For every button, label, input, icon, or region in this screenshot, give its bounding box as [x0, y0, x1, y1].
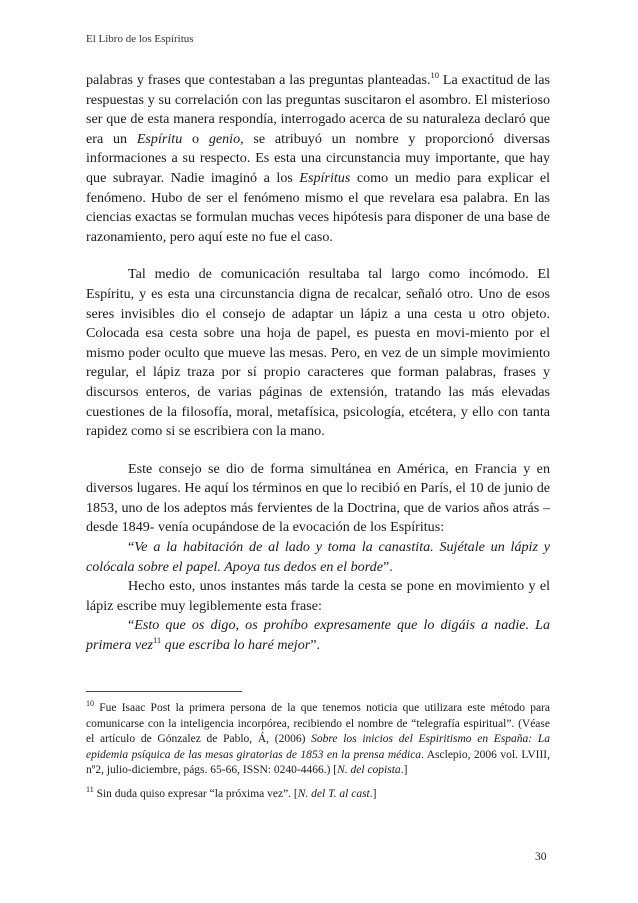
quote-1: “Ve a la habitación de al lado y toma la canastita. Sujétale un lápiz y colócala sobre el papel. Apoya tus dedos en el borde”.: [86, 539, 550, 575]
footnote-ref-11[interactable]: 11: [152, 635, 162, 646]
paragraph-1: palabras y frases que contestaban a las preguntas planteadas.$^{10}$ La exactitud de las respuestas y su correlación con las preguntas suscitaron el asombro. El misterioso ser que de esta manera respondía, interrogado acerca de su naturaleza declaró que era un Espíritu o genio, se atribuyó un nombre y proporcionó diversas informaciones a su respecto. Es esta una circunstancia muy importante, que hay que subrayar. Nadie imaginó a los Espíritus como un medio para explicar el fenómeno. Hubo de ser el fenómeno mismo el que revelara esa palabra. En las ciencias exactas se formulan muchas veces hipótesis para disponer de una base de razonamiento, pero aquí este no fue el caso.: [86, 70, 550, 245]
body-text: [86, 71, 550, 656]
term-espiritu: Espíritu: [136, 130, 183, 147]
paragraph-3: Este consejo se dio de forma simultánea en América, en Francia y en diversos lugares. He aquí los términos en que lo recibió en París, el 10 de junio de 1853, uno de los adeptos más fervientes de la Doctrina, que de varios años atrás –desde 1849- venía ocupándose de la evocación de los Espíritus:: [86, 460, 550, 536]
term-genio: genio: [208, 130, 241, 147]
paragraph-2: Tal medio de comunicación resultaba tal largo como incómodo. El Espíritu, y es esta una circunstancia digna de recalcar, señaló otro. Uno de esos seres invisibles dio el consejo de adaptar un lápiz a una cesta u otro objeto. Colocada esa cesta sobre una hoja de papel, es puesta en movi-miento por el mismo poder oculto que mueve las mesas. Pero, en vez de un simple movimiento regular, el lápiz traza por sí propio caracteres que forman palabras, frases y discursos enteros, de varias páginas de extensión, tratando las más elevadas cuestiones de la filosofía, moral, metafísica, psicología, etcétera, y ello con tanta rapidez como si se escribiera con la mano.: [86, 266, 550, 440]
running-header: El Libro de los Espíritus: [86, 33, 194, 45]
footnotes: [86, 701, 550, 803]
footnote-divider: [86, 691, 242, 692]
quote-2: “Esto que os digo, os prohíbo expresamente que lo digáis a nadie. La primera vez$^{11}$ que escriba lo haré mejor”.: [86, 617, 550, 654]
footnote-10: $^{10}$ Fue Isaac Post la primera persona de la que tenemos noticia que utilizara este método para comunicarse con la inteligencia incorpórea, recibiendo el nombre de “telegrafía espiritual”. (Véase el artículo de Gónzalez de Pablo, Á, (2006) Sobre los inicios del Espiritismo en España: La epidemia psíquica de las mesas giratorias de 1853 en la prensa médica. Asclepio, 2006 vol. LVIII, nº2, julio-diciembre, págs. 65-66, ISSN: 0240-4466.) [N. del copista.]: [86, 699, 551, 777]
page-number: 30: [535, 851, 547, 863]
footnote-ref-10[interactable]: 10: [430, 70, 439, 80]
paragraph-4: Hecho esto, unos instantes más tarde la cesta se pone en movimiento y el lápiz escribe muy legiblemente esta frase:: [86, 578, 550, 614]
term-espiritus: Espíritus: [299, 169, 351, 186]
footnote-11: $^{11}$ Sin duda quiso expresar “la próxima vez”. [N. del T. al cast.]: [86, 784, 377, 800]
